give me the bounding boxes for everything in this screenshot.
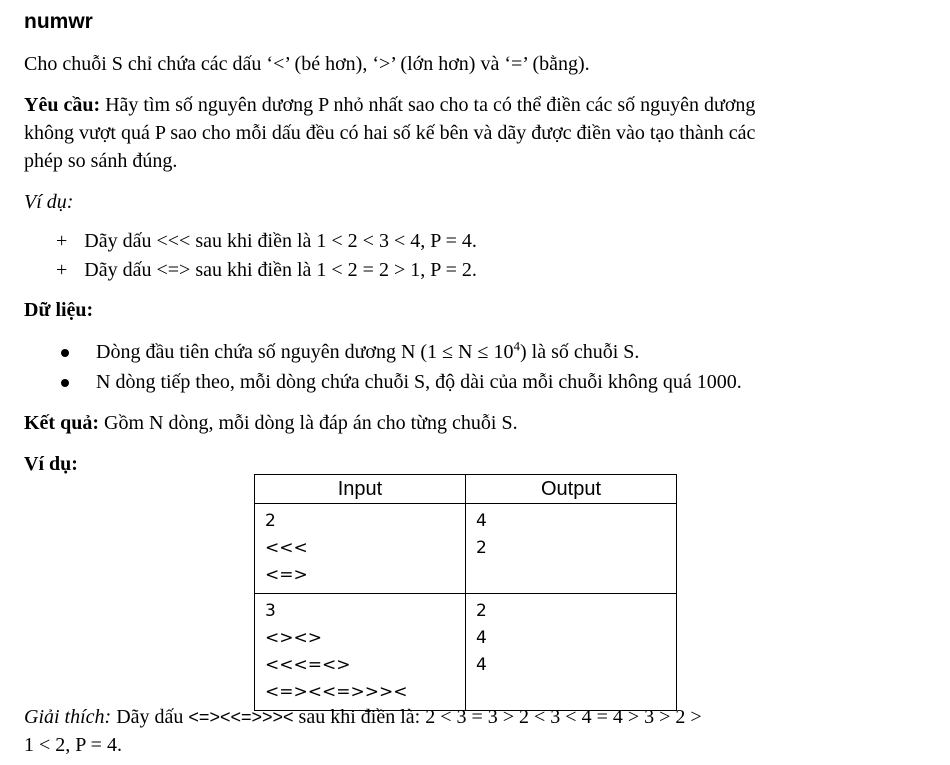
input-item [61, 338, 639, 366]
output-text: Gồm N dòng, mỗi dòng là đáp án cho từng chuỗi S. [99, 412, 518, 434]
input-heading: Dữ liệu: [24, 299, 94, 321]
input-line: <=> [265, 565, 308, 585]
output-line [24, 409, 924, 437]
example-item [56, 256, 477, 284]
input-cell [255, 594, 466, 711]
output-line: 2 [476, 601, 487, 621]
output-line: 4 [476, 655, 487, 675]
explanation-pre: Dãy dấu [111, 706, 189, 728]
explanation-label: Giải thích: [24, 706, 112, 728]
input-line: <><> [265, 628, 322, 648]
input-item-text: N dòng tiếp theo, mỗi dòng chứa chuỗi S, độ dài của mỗi chuỗi không quá 1000. [96, 371, 742, 393]
table-row [255, 594, 677, 711]
example-text: Dãy dấu <=> sau khi điền là 1 < 2 = 2 > 1, P = 2. [84, 259, 477, 281]
explanation-code: <=><<=>>>< [188, 707, 294, 727]
table-row [255, 504, 677, 594]
input-cell [255, 504, 466, 594]
input-line: <<< [265, 538, 308, 558]
explanation-line-2: 1 < 2, P = 4. [24, 734, 122, 756]
bullet-dot-icon [61, 349, 69, 357]
requirement-line-2: không vượt quá P sao cho mỗi dấu đều có hai số kế bên và dãy được điền vào tạo thành các [24, 122, 756, 144]
intro-text: Cho chuỗi S chỉ chứa các dấu ‘<’ (bé hơn), ‘>’ (lớn hơn) và ‘=’ (bằng). [24, 53, 590, 75]
output-line: 2 [476, 538, 487, 558]
output-line: 4 [476, 511, 487, 531]
input-line: 2 [265, 511, 276, 531]
sample-io-table [254, 474, 677, 711]
input-item-text [96, 338, 640, 363]
requirement-text-1: Hãy tìm số nguyên dương P nhỏ nhất sao cho ta có thể điền các số nguyên dương [100, 94, 756, 116]
output-label: Kết quả: [24, 412, 99, 434]
output-column-header: Output [466, 475, 677, 504]
output-cell [466, 504, 677, 594]
example-text: Dãy dấu <<< sau khi điền là 1 < 2 < 3 < 4, P = 4. [84, 230, 477, 252]
input-line: <<<=<> [265, 655, 351, 675]
input-line: 3 [265, 601, 276, 621]
output-cell [466, 594, 677, 711]
sample-heading: Ví dụ: [24, 453, 78, 475]
requirement-line-3: phép so sánh đúng. [24, 150, 178, 172]
input-item-text-after: ) là số chuỗi S. [519, 341, 640, 363]
input-line: <=><<=>>>< [265, 682, 408, 702]
input-item [61, 368, 742, 396]
plus-bullet-icon: + [56, 230, 68, 252]
requirement-label: Yêu cầu: [24, 94, 101, 116]
bullet-dot-icon [61, 379, 69, 387]
input-column-header: Input [255, 475, 466, 504]
output-line: 4 [476, 628, 487, 648]
problem-title: numwr [24, 10, 93, 33]
input-item-text-before: Dòng đầu tiên chứa số nguyên dương N (1 ≤ N ≤ 10 [96, 341, 514, 363]
example-item [56, 227, 477, 255]
explanation-post: sau khi điền là: 2 < 3 = 3 > 2 < 3 < 4 = 4 > 3 > 2 > [293, 706, 702, 728]
example-heading: Ví dụ: [24, 191, 74, 213]
input-item-superscript: 4 [513, 338, 520, 354]
explanation-line-1 [24, 703, 924, 731]
requirement-line-1 [24, 91, 924, 119]
plus-bullet-icon: + [56, 259, 68, 281]
table-header-row [255, 475, 677, 504]
